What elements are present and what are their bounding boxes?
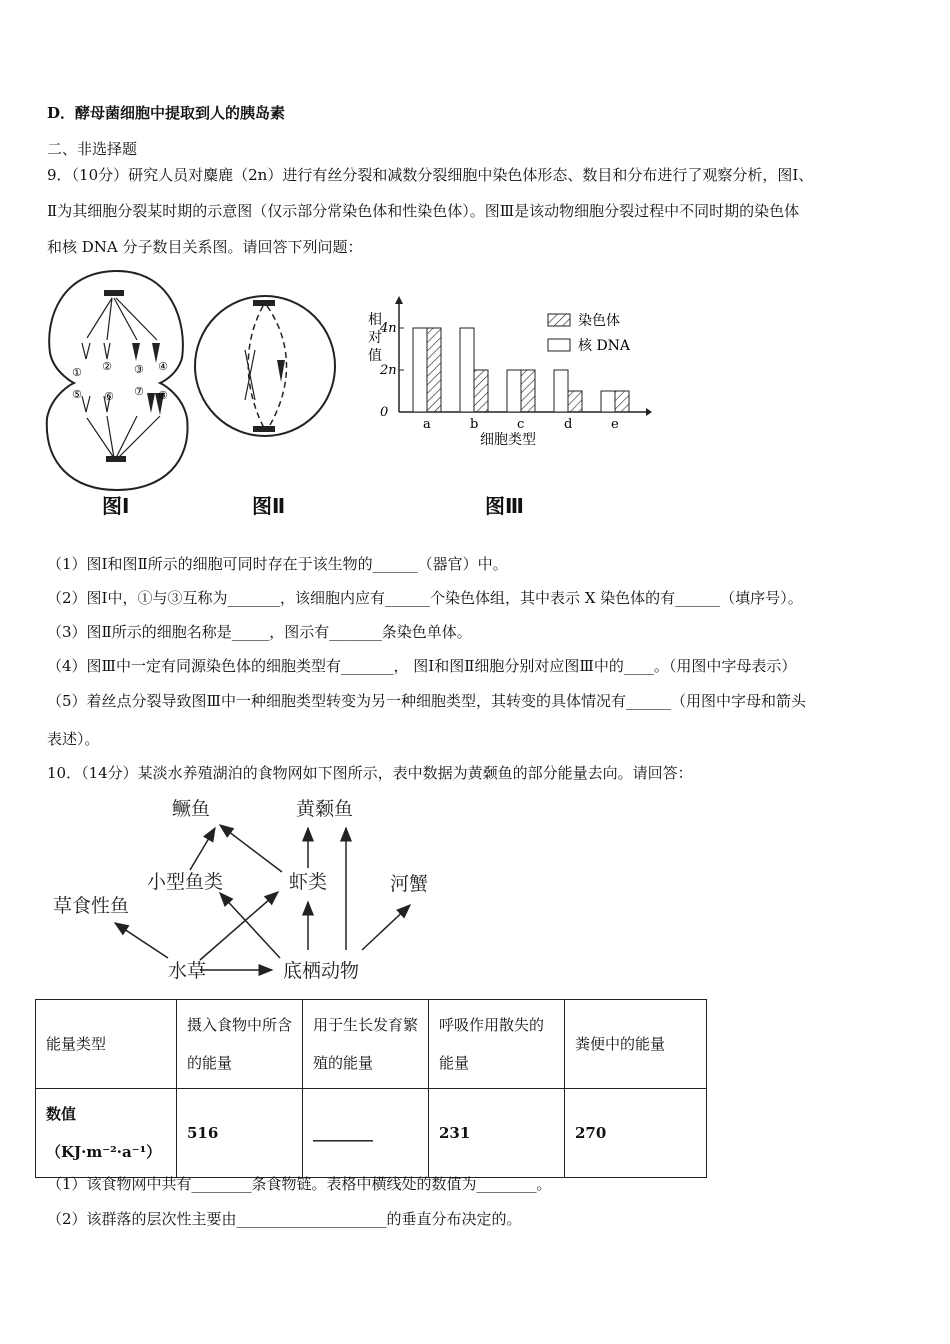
- bar-chromosome-b: [474, 370, 488, 412]
- fig1-num-6: ⑥: [104, 390, 114, 403]
- node-xiaoxing: 小型鱼类: [147, 871, 224, 893]
- fig1-num-1: ①: [72, 366, 82, 379]
- y-tick-label: 0: [380, 405, 389, 420]
- legend-swatch-dna: [548, 339, 570, 351]
- bar-chromosome-c: [521, 370, 535, 412]
- q9-sub2: （2）图Ⅰ中，①与③互称为_______，该细胞内应有______个染色体组，其中表示 X 染色体的有______（填序号）。: [47, 589, 803, 607]
- table-row: [36, 1089, 707, 1178]
- figure-2-label: 图Ⅱ: [252, 494, 286, 518]
- table-header: 呼吸作用散失的能量: [429, 1000, 565, 1089]
- bar-dna-d: [554, 370, 568, 412]
- q9-sub5-line1: （5）着丝点分裂导致图Ⅲ中一种细胞类型转变为另一种细胞类型，其转变的具体情况有______（用图中字母和箭头: [47, 692, 807, 710]
- node-caoshi: 草食性鱼: [53, 895, 130, 917]
- q9-stem-line1: 9．（10分）研究人员对麋鹿（2n）进行有丝分裂和减数分裂细胞中染色体形态、数目和分布进行了观察分析，图Ⅰ、: [47, 166, 814, 184]
- y-label-1: 相: [368, 312, 382, 328]
- x-tick-label: c: [517, 417, 525, 432]
- x-tick-label: e: [611, 417, 619, 432]
- q9-stem-line2: Ⅱ为其细胞分裂某时期的示意图（仅示部分常染色体和性染色体）。图Ⅲ是该动物细胞分裂过程中不同时期的染色体: [47, 202, 800, 220]
- table-header: 粪便中的能量: [565, 1000, 707, 1089]
- table-cell: ________: [303, 1089, 429, 1178]
- legend-chromosome: 染色体: [578, 313, 620, 329]
- y-label-3: 值: [368, 348, 382, 364]
- fig1-num-7: ⑦: [134, 385, 144, 398]
- figure-1: [42, 268, 192, 496]
- table-cell: 231: [429, 1089, 565, 1178]
- table-header-row: [36, 1000, 707, 1089]
- bar-chromosome-a: [427, 328, 441, 412]
- bar-dna-a: [413, 328, 427, 412]
- q10-sub1: （1）该食物网中共有________条食物链。表格中横线处的数值为________。: [47, 1175, 552, 1193]
- figure-2: [193, 288, 343, 448]
- fig1-num-4: ④: [158, 360, 168, 373]
- node-huangsangyu: 黄颡鱼: [296, 798, 354, 820]
- table-header: 摄入食物中所含的能量: [177, 1000, 303, 1089]
- figure-3-label: 图Ⅲ: [485, 494, 524, 518]
- q9-sub3: （3）图Ⅱ所示的细胞名称是_____，图示有_______条染色单体。: [47, 623, 472, 641]
- y-tick-label: 2n: [380, 363, 397, 378]
- table-row-label: 数值（KJ·m⁻²·a⁻¹）: [36, 1089, 177, 1178]
- node-diqi: 底栖动物: [283, 960, 360, 982]
- food-web-diagram: [50, 790, 450, 985]
- y-label-2: 对: [368, 330, 382, 346]
- node-guiyu: 鳜鱼: [172, 798, 211, 820]
- q9-sub4: （4）图Ⅲ中一定有同源染色体的细胞类型有_______， 图Ⅰ和图Ⅱ细胞分别对应图Ⅲ中的____。（用图中字母表示）: [47, 657, 797, 675]
- bar-chromosome-d: [568, 391, 582, 412]
- bar-dna-b: [460, 328, 474, 412]
- q9-stem-line3: 和核 DNA 分子数目关系图。请回答下列问题：: [47, 238, 363, 256]
- fig1-num-8: ⑧: [158, 389, 168, 402]
- y-tick-label: 4n: [380, 321, 397, 336]
- node-shuicao: 水草: [168, 960, 207, 982]
- bar-dna-c: [507, 370, 521, 412]
- fig1-num-5: ⑤: [72, 388, 82, 401]
- q9-sub5-line2: 表述）。: [47, 730, 100, 748]
- fig1-num-3: ③: [134, 363, 144, 376]
- table-header: 用于生长发育繁殖的能量: [303, 1000, 429, 1089]
- legend-swatch-chromosome: [548, 314, 570, 326]
- figure-1-label: 图Ⅰ: [102, 494, 130, 518]
- q10-stem: 10．（14分）某淡水养殖湖泊的食物网如下图所示，表中数据为黄颡鱼的部分能量去向。请回答：: [47, 764, 693, 782]
- x-tick-label: a: [423, 417, 431, 432]
- node-xialei: 虾类: [289, 871, 328, 893]
- q9-sub1: （1）图Ⅰ和图Ⅱ所示的细胞可同时存在于该生物的______（器官）中。: [47, 555, 508, 573]
- x-axis-label: 细胞类型: [480, 432, 536, 448]
- q10-sub2: （2）该群落的层次性主要由____________________的垂直分布决定的。: [47, 1210, 522, 1228]
- q8-option-d: D．酵母菌细胞中提取到人的胰岛素: [47, 104, 286, 122]
- table-header: 能量类型: [36, 1000, 177, 1089]
- legend-dna: 核 DNA: [578, 338, 631, 354]
- x-tick-label: b: [470, 417, 479, 432]
- energy-table: [35, 999, 707, 1178]
- table-cell: 516: [177, 1089, 303, 1178]
- bar-chromosome-e: [615, 391, 629, 412]
- figure-3-chart: [350, 292, 660, 457]
- node-hexie: 河蟹: [390, 873, 429, 895]
- bar-dna-e: [601, 391, 615, 412]
- x-tick-label: d: [564, 417, 573, 432]
- section2-title: 二、非选择题: [47, 140, 138, 158]
- table-cell: 270: [565, 1089, 707, 1178]
- fig1-num-2: ②: [102, 360, 112, 373]
